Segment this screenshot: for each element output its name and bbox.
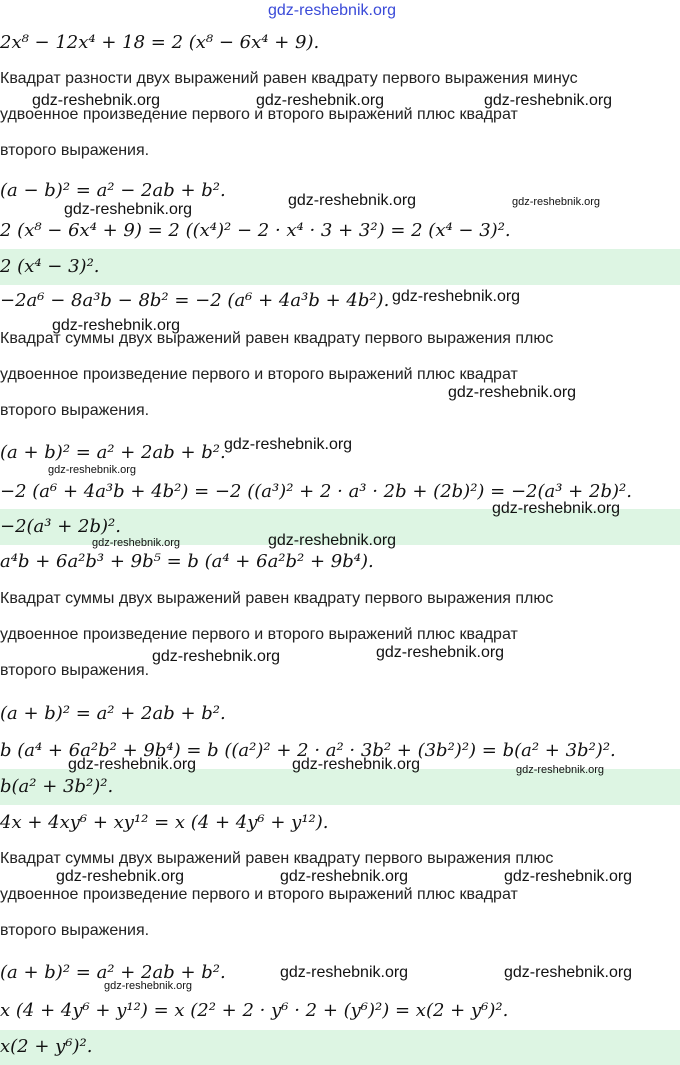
watermark: gdz-reshebnik.org	[152, 648, 281, 665]
answer-band-1	[0, 249, 680, 285]
rule-3-line-3: второго выражения.	[0, 662, 150, 679]
formula-1: (a − b)² = a² − 2ab + b².	[0, 180, 226, 201]
rule-4-line-1: Квадрат суммы двух выражений равен квадрату первого выражения плюс	[0, 850, 554, 867]
watermark: gdz-reshebnik.org	[292, 756, 421, 773]
header-watermark: gdz-reshebnik.org	[268, 2, 397, 19]
rule-1-line-2: удвоенное произведение первого и второго выражений плюс квадрат	[0, 106, 518, 123]
watermark: gdz-reshebnik.org	[64, 201, 193, 218]
transform-3: b (a⁴ + 6a²b² + 9b⁴) = b ((a²)² + 2 · a² · 3b² + (3b²)²) = b(a² + 3b²)².	[0, 740, 616, 761]
answer-4: x(2 + y⁶)².	[0, 1036, 93, 1057]
transform-2: −2 (a⁶ + 4a³b + 4b²) = −2 ((a³)² + 2 · a³ · 2b + (2b)²) = −2(a³ + 2b)².	[0, 481, 632, 502]
watermark: gdz-reshebnik.org	[48, 464, 137, 476]
watermark: gdz-reshebnik.org	[280, 964, 409, 981]
watermark: gdz-reshebnik.org	[104, 980, 193, 992]
problem-2-statement: −2a⁶ − 8a³b − 8b² = −2 (a⁶ + 4a³b + 4b²).	[0, 290, 390, 311]
watermark: gdz-reshebnik.org	[56, 868, 185, 885]
answer-band-4	[0, 1030, 680, 1065]
rule-4-line-3: второго выражения.	[0, 922, 150, 939]
watermark: gdz-reshebnik.org	[512, 196, 601, 208]
rule-1-line-3: второго выражения.	[0, 142, 150, 159]
problem-4-statement: 4x + 4xy⁶ + xy¹² = x (4 + 4y⁶ + y¹²).	[0, 812, 329, 833]
watermark: gdz-reshebnik.org	[32, 92, 161, 109]
rule-4-line-2: удвоенное произведение первого и второго выражений плюс квадрат	[0, 886, 518, 903]
rule-2-line-3: второго выражения.	[0, 402, 150, 419]
watermark: gdz-reshebnik.org	[224, 436, 353, 453]
transform-1: 2 (x⁸ − 6x⁴ + 9) = 2 ((x⁴)² − 2 · x⁴ · 3 + 3²) = 2 (x⁴ − 3)².	[0, 220, 511, 241]
watermark: gdz-reshebnik.org	[516, 764, 605, 776]
watermark: gdz-reshebnik.org	[92, 537, 181, 549]
watermark: gdz-reshebnik.org	[392, 288, 521, 305]
watermark: gdz-reshebnik.org	[448, 384, 577, 401]
watermark: gdz-reshebnik.org	[68, 756, 197, 773]
watermark: gdz-reshebnik.org	[484, 92, 613, 109]
formula-2: (a + b)² = a² + 2ab + b².	[0, 442, 226, 463]
watermark: gdz-reshebnik.org	[256, 92, 385, 109]
watermark: gdz-reshebnik.org	[280, 868, 409, 885]
rule-2-line-2: удвоенное произведение первого и второго выражений плюс квадрат	[0, 366, 518, 383]
watermark: gdz-reshebnik.org	[504, 868, 633, 885]
formula-4: (a + b)² = a² + 2ab + b².	[0, 962, 226, 983]
watermark: gdz-reshebnik.org	[52, 317, 181, 334]
answer-2: −2(a³ + 2b)².	[0, 516, 121, 537]
problem-3-statement: a⁴b + 6a²b³ + 9b⁵ = b (a⁴ + 6a²b² + 9b⁴).	[0, 551, 374, 572]
formula-3: (a + b)² = a² + 2ab + b².	[0, 703, 226, 724]
answer-3: b(a² + 3b²)².	[0, 776, 114, 797]
problem-1-statement: 2x⁸ − 12x⁴ + 18 = 2 (x⁸ − 6x⁴ + 9).	[0, 32, 320, 53]
watermark: gdz-reshebnik.org	[268, 532, 397, 549]
watermark: gdz-reshebnik.org	[504, 964, 633, 981]
rule-3-line-2: удвоенное произведение первого и второго выражений плюс квадрат	[0, 626, 518, 643]
answer-1: 2 (x⁴ − 3)².	[0, 256, 100, 277]
watermark: gdz-reshebnik.org	[288, 192, 417, 209]
watermark: gdz-reshebnik.org	[376, 644, 505, 661]
watermark: gdz-reshebnik.org	[492, 500, 621, 517]
rule-2-line-1: Квадрат суммы двух выражений равен квадрату первого выражения плюс	[0, 330, 554, 347]
rule-1-line-1: Квадрат разности двух выражений равен квадрату первого выражения минус	[0, 70, 578, 87]
rule-3-line-1: Квадрат суммы двух выражений равен квадрату первого выражения плюс	[0, 590, 554, 607]
transform-4: x (4 + 4y⁶ + y¹²) = x (2² + 2 · y⁶ · 2 + (y⁶)²) = x(2 + y⁶)².	[0, 1000, 509, 1021]
